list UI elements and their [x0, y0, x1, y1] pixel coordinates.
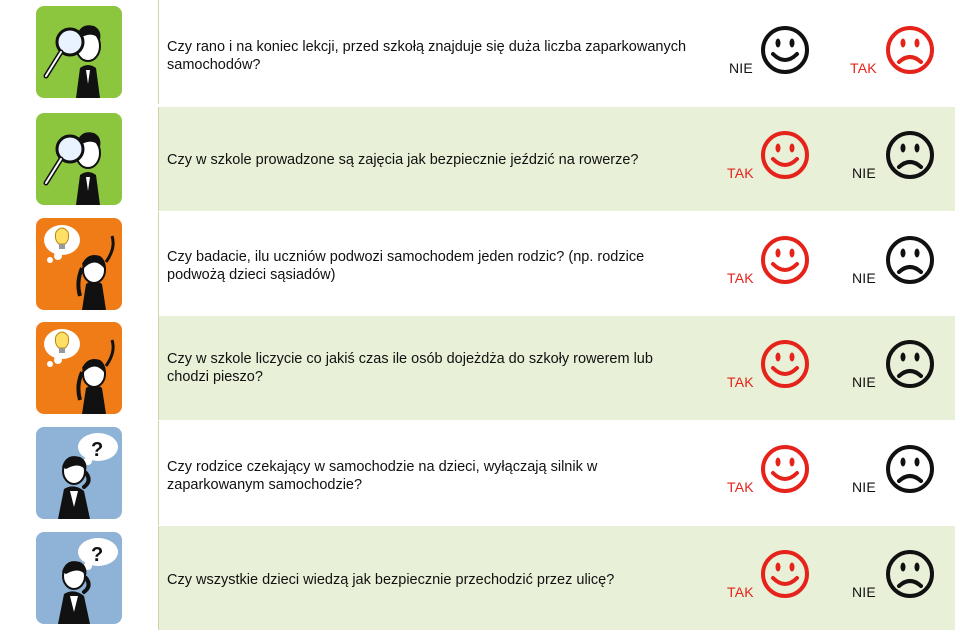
answer-label-left: TAK — [727, 270, 754, 286]
answer-label-left: TAK — [727, 374, 754, 390]
thinking-question-mark-icon — [36, 427, 122, 519]
survey-row — [0, 421, 960, 525]
answer-label-left: TAK — [727, 584, 754, 600]
smiley-happy-red-icon[interactable] — [759, 443, 811, 495]
answer-label-right: NIE — [852, 374, 876, 390]
svg-text:?: ? — [91, 439, 104, 461]
question-text: Czy w szkole prowadzone są zajęcia jak bezpiecznie jeździć na rowerze? — [167, 152, 639, 168]
answer-label-right: NIE — [852, 270, 876, 286]
question-text: Czy rodzice czekający w samochodzie na dzieci, wyłączają silnik w zaparkowanym samochodzie? — [167, 459, 598, 493]
answer-label-right: NIE — [852, 479, 876, 495]
question-text: Czy badacie, ilu uczniów podwozi samochodem jeden rodzic? (np. rodzice podwożą dzieci sąsiadów) — [167, 249, 645, 283]
question-text: Czy rano i na koniec lekcji, przed szkołą znajduje się duża liczba zaparkowanych samochodów? — [167, 39, 687, 73]
thinking-question-mark-icon — [36, 532, 122, 624]
girl-lightbulb-idea-icon — [36, 322, 122, 414]
survey-row — [0, 526, 960, 630]
answer-label-left: NIE — [729, 60, 753, 76]
question-text: Czy w szkole liczycie co jakiś czas ile osób dojeżdża do szkoły rowerem lub chodzi pieszo? — [167, 351, 653, 385]
answer-label-left: TAK — [727, 479, 754, 495]
answer-label-right: NIE — [852, 165, 876, 181]
svg-text:?: ? — [91, 544, 104, 566]
answer-label-left: TAK — [727, 165, 754, 181]
smiley-sad-black-icon[interactable] — [884, 338, 936, 390]
answer-label-right: NIE — [852, 584, 876, 600]
smiley-sad-black-icon[interactable] — [884, 129, 936, 181]
survey-row — [0, 316, 960, 420]
answer-label-right: TAK — [850, 60, 877, 76]
survey-row — [0, 0, 960, 104]
detective-magnifier-icon — [36, 113, 122, 205]
detective-magnifier-icon — [36, 6, 122, 98]
smiley-happy-red-icon[interactable] — [759, 338, 811, 390]
smiley-happy-red-icon[interactable] — [759, 548, 811, 600]
survey-row — [0, 107, 960, 211]
girl-lightbulb-idea-icon — [36, 218, 122, 310]
smiley-sad-black-icon[interactable] — [884, 443, 936, 495]
smiley-sad-red-icon[interactable] — [884, 24, 936, 76]
smiley-sad-black-icon[interactable] — [884, 548, 936, 600]
smiley-happy-red-icon[interactable] — [759, 234, 811, 286]
smiley-sad-black-icon[interactable] — [884, 234, 936, 286]
smiley-happy-red-icon[interactable] — [759, 129, 811, 181]
question-text: Czy wszystkie dzieci wiedzą jak bezpiecznie przechodzić przez ulicę? — [167, 572, 615, 588]
survey-row — [0, 212, 960, 316]
smiley-happy-black-icon[interactable] — [759, 24, 811, 76]
